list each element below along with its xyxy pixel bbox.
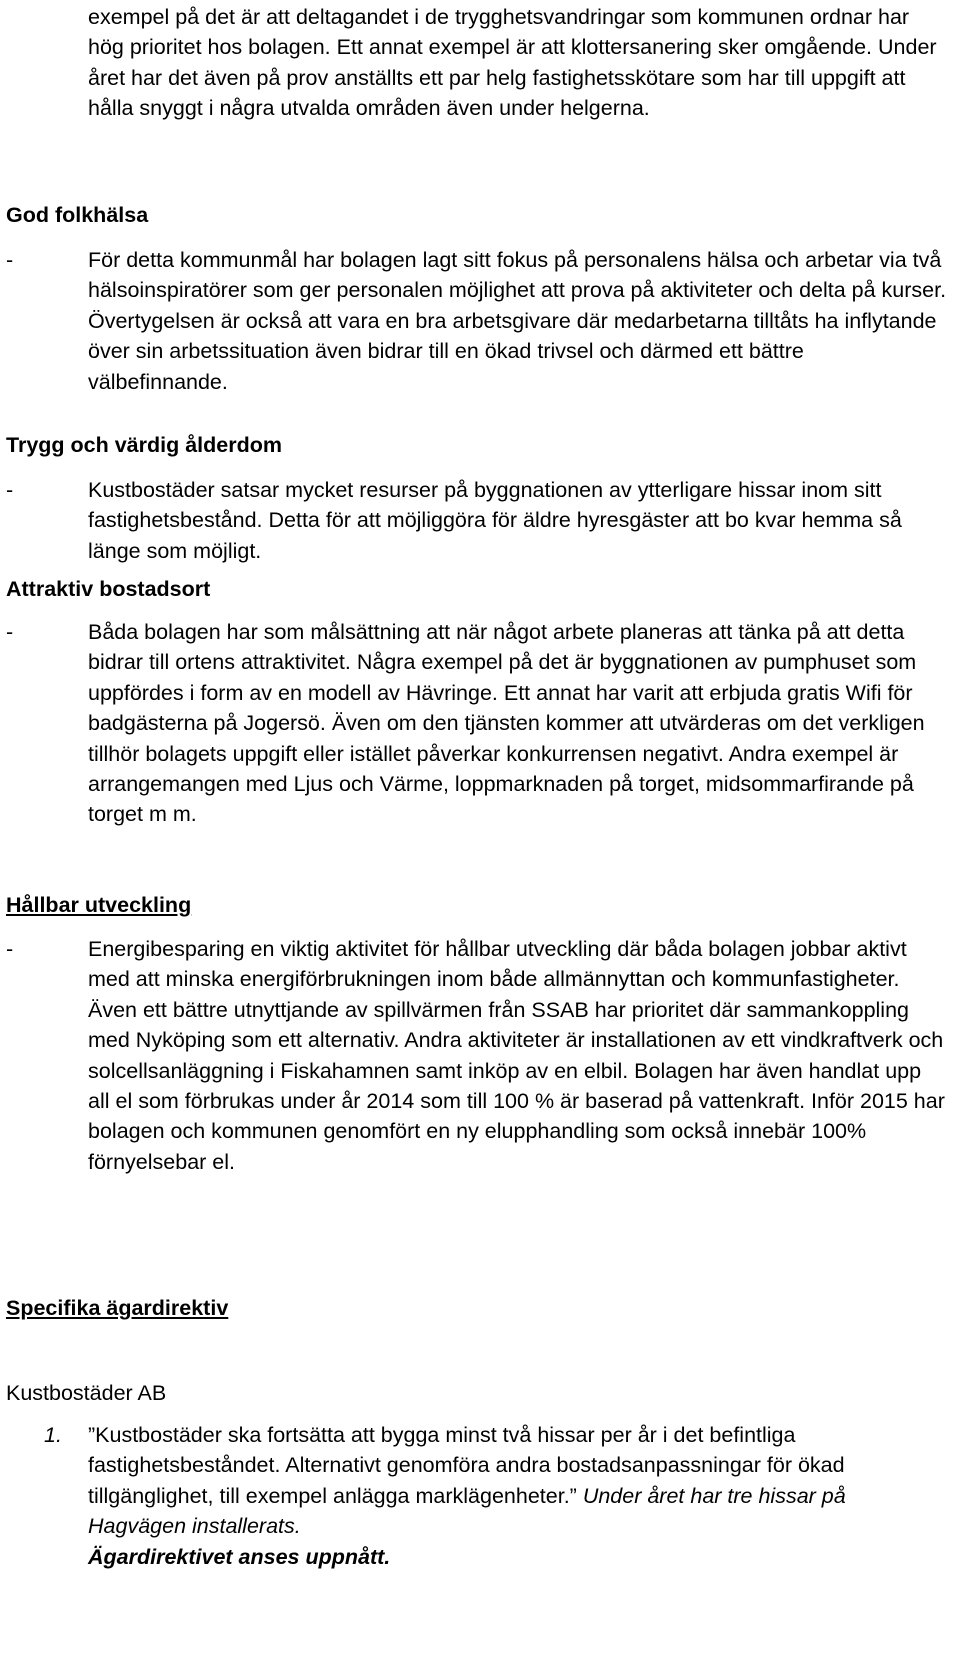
list-item-text: Kustbostäder satsar mycket resurser på byggnationen av ytterligare hissar inom sitt fastighetsbestånd. Detta för att möjliggöra för äldre hyresgäster att bo kvar hemma så länge som möjligt.	[88, 478, 902, 563]
bullet-dash: -	[6, 620, 14, 644]
numbered-item-text	[88, 1420, 948, 1572]
heading-attraktiv-bostadsort: Attraktiv bostadsort	[6, 577, 211, 601]
bullet-dash: -	[6, 937, 14, 961]
directive-quote: ”Kustbostäder ska fortsätta att bygga minst två hissar per år i det befintliga fastighetsbeståndet. Alternativt genomföra andra bostadsanpassningar för ökad tillgänglighet, till exempel anlägga marklägenheter.”	[88, 1423, 845, 1508]
item-number: 1.	[44, 1423, 62, 1447]
bullet-dash: -	[6, 478, 14, 502]
heading-hallbar-utveckling: Hållbar utveckling	[6, 893, 192, 917]
bullet-dash: -	[6, 248, 14, 272]
directive-comment: Under året har tre hissar på Hagvägen installerats.	[88, 1483, 846, 1539]
heading-god-folkhalsa: God folkhälsa	[6, 203, 149, 227]
list-item-text: Energibesparing en viktig aktivitet för hållbar utveckling där båda bolagen jobbar aktivt med att minska energiförbrukningen inom både allmännyttan och kommunfastigheter. Även ett bättre utnyttjande av spillvärmen från SSAB har prioritet där sammankoppling med Nyköping som ett alternativ. Andra aktiviteter är installationen av ett vindkraftverk och solcellsanläggning i Fiskahamnen samt inköp av en elbil. Bolagen har även handlat upp all el som förbrukas under år 2014 som till 100 % är baserad på vattenkraft. Inför 2015 har bolagen och kommunen genomfört en ny elupphandling som också innebär 100% förnyelsebar el.	[88, 937, 945, 1174]
heading-specifika-agardirektiv: Specifika ägardirektiv	[6, 1296, 229, 1320]
directive-conclusion: Ägardirektivet anses uppnått.	[88, 1544, 391, 1569]
list-item-text: Båda bolagen har som målsättning att när något arbete planeras att tänka på att detta bidrar till ortens attraktivitet. Några exempel på det är byggnationen av pumphuset som uppfördes i form av en modell av Hävringe. Ett annat har varit att erbjuda gratis Wifi för badgästerna på Jogersö. Även om den tjänsten kommer att utvärderas om det verkligen tillhör bolagets uppgift eller istället påverkar konkurrensen negativt. Andra exempel är arrangemangen med Ljus och Värme, loppmarknaden på torget, midsommarfirande på torget m m.	[88, 620, 925, 827]
list-item-text: För detta kommunmål har bolagen lagt sitt fokus på personalens hälsa och arbetar via två hälsoinspiratörer som ger personalen möjlighet att prova på aktiviteter och delta på kurser. Övertygelsen är också att vara en bra arbetsgivare där medarbetarna tilltåts ha inflytande över sin arbetssituation även bidrar till en ökad trivsel och därmed ett bättre välbefinnande.	[88, 248, 947, 394]
heading-trygg-och-vardig-alderdom: Trygg och värdig ålderdom	[6, 433, 282, 457]
intro-paragraph: exempel på det är att deltagandet i de trygghetsvandringar som kommunen ordnar har hög prioritet hos bolagen. Ett annat exempel är att klottersanering sker omgående. Under året har det även på prov anställts ett par helg fastighetsskötare som har till uppgift att hålla snyggt i några utvalda områden även under helgerna.	[88, 5, 937, 121]
company-name: Kustbostäder AB	[6, 1381, 167, 1405]
